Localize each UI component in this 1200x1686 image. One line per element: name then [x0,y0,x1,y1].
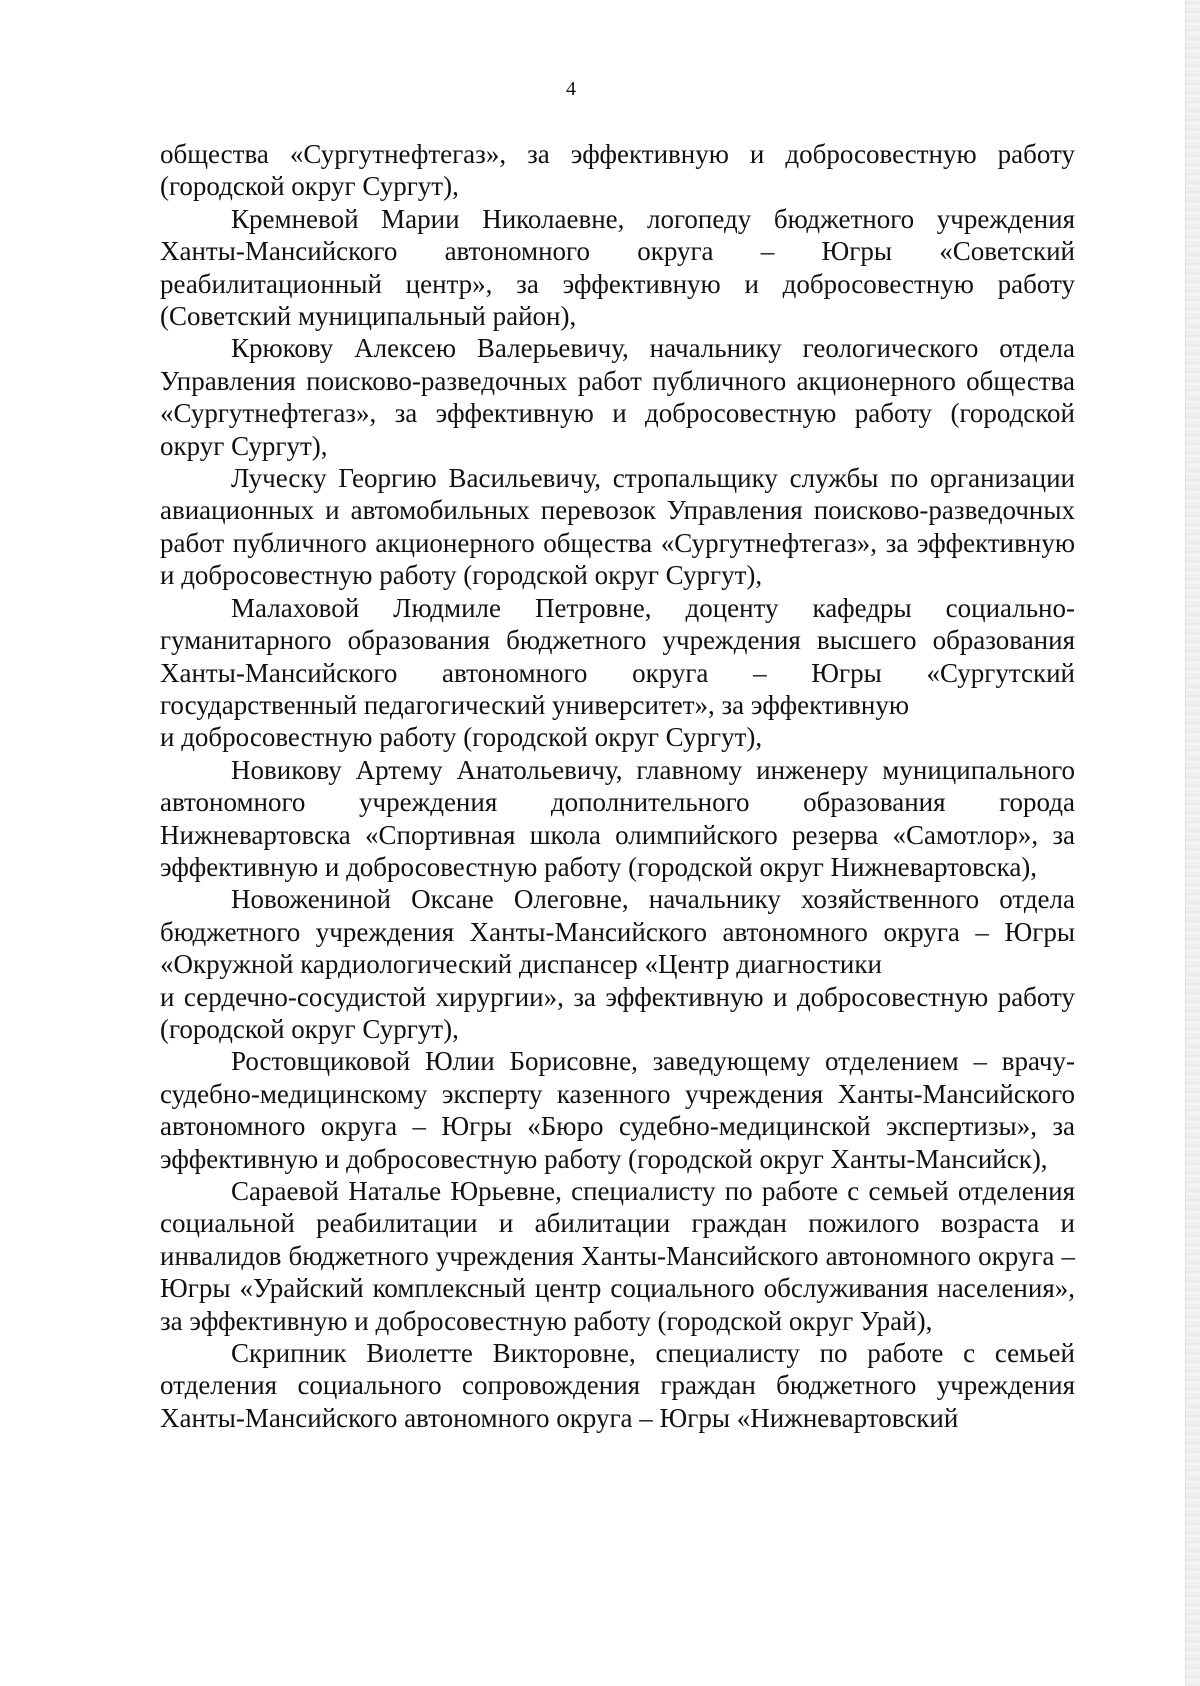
scan-edge [1185,0,1200,1686]
document-body [160,138,1075,1434]
paragraph-rostovshchikova: Ростовщиковой Юлии Борисовне, заведующему отделением – врачу-судебно-медицинскому эксперту казенного учреждения Ханты-Мансийского автономного округа – Югры «Бюро судебно-медицинской экспертизы», за эффективную и добросовестную работу (городской округ Ханты-Мансийск), [160,1046,1075,1174]
paragraph-saraeva: Сараевой Наталье Юрьевне, специалисту по работе с семьей отделения социальной реабилитации и абилитации граждан пожилого возраста и инвалидов бюджетного учреждения Ханты-Мансийского автономного округа – Югры «Урайский комплексный центр социального обслуживания населения», за эффективную и добросовестную работу (городской округ Урай), [160,1176,1075,1336]
paragraph-skripnik: Скрипник Виолетте Викторовне, специалисту по работе с семьей отделения социального сопровождения граждан бюджетного учреждения Ханты-Мансийского автономного округа – Югры «Нижневартовский [160,1338,1075,1433]
paragraph-novozhenina: Новожениной Оксане Олеговне, начальнику хозяйственного отдела бюджетного учреждения Ханты-Мансийского автономного округа – Югры «Окружной кардиологический диспансер «Центр диагностики и сердечно-сосудистой хирургии», за эффективную и добросовестную работу (городской округ Сургут), [160,884,1075,1044]
paragraph-malakhova: Малаховой Людмиле Петровне, доценту кафедры социально-гуманитарного образования бюджетного учреждения высшего образования Ханты-Мансийского автономного округа – Югры «Сургутский государственный педагогический университет», за эффективную и добросовестную работу (городской округ Сургут), [160,592,1075,753]
paragraph-novikov: Новикову Артему Анатольевичу, главному инженеру муниципального автономного учреждения дополнительного образования города Нижневартовска «Спортивная школа олимпийского резерва «Самотлор», за эффективную и добросовестную работу (городской округ Нижневартовска), [160,754,1075,882]
paragraph-lucheskou: Луческу Георгию Васильевичу, стропальщику службы по организации авиационных и автомобильных перевозок Управления поисково-разведочных работ публичного акционерного общества «Сургутнефтегаз», за эффективную и добросовестную работу (городской округ Сургут), [160,463,1075,591]
page-number: 4 [566,78,576,100]
paragraph-continuation: общества «Сургутнефтегаз», за эффективную и добросовестную работу (городской округ Сургут), [160,139,1075,202]
paragraph-kremneva: Кремневой Марии Николаевне, логопеду бюджетного учреждения Ханты-Мансийского автономного округа – Югры «Советский реабилитационный центр», за эффективную и добросовестную работу (Советский муниципальный район), [160,203,1075,332]
paragraph-kryukov: Крюкову Алексею Валерьевичу, начальнику геологического отдела Управления поисково-разведочных работ публичного акционерного общества «Сургутнефтегаз», за эффективную и добросовестную работу (городской округ Сургут), [160,333,1075,461]
